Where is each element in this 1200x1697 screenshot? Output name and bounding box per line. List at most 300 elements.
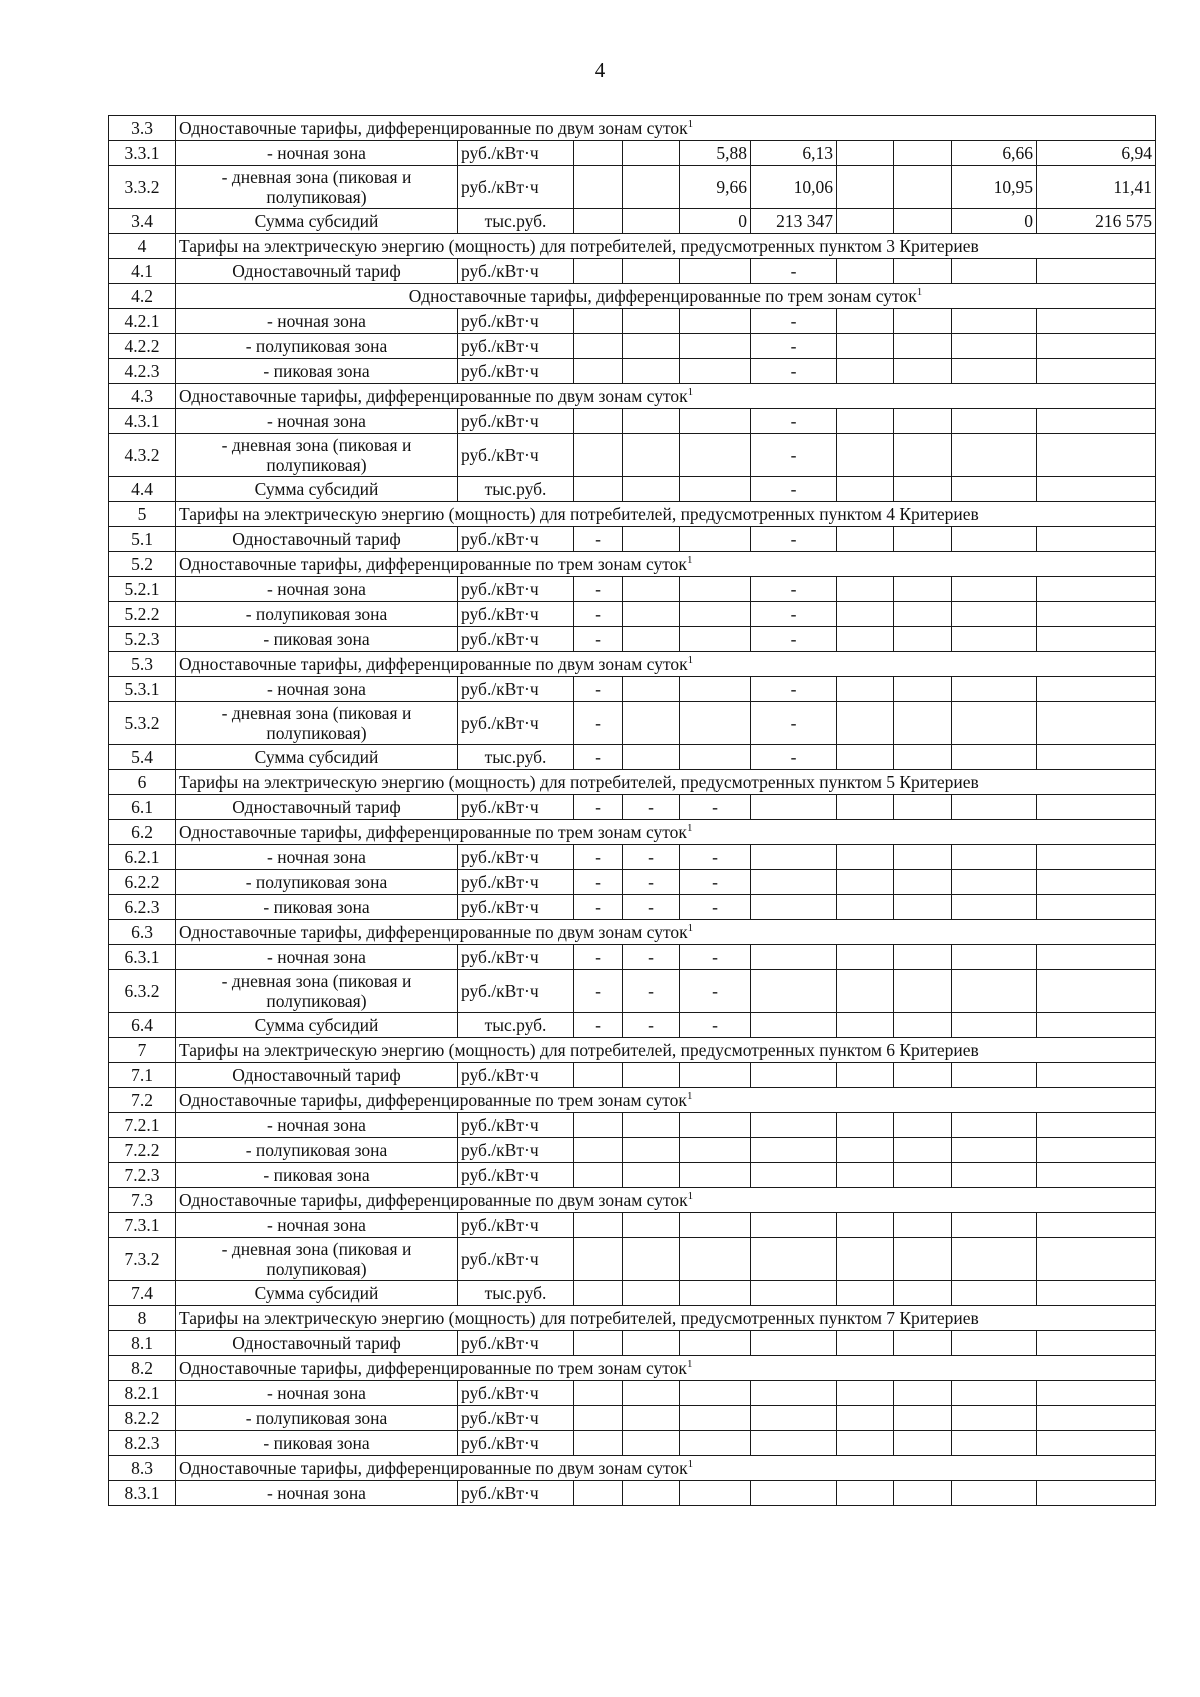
value-cell xyxy=(623,1213,680,1238)
row-unit: руб./кВт·ч xyxy=(458,870,574,895)
value-cell: - xyxy=(574,627,623,652)
section-title-text: Тарифы на электрическую энергию (мощность) для потребителей, предусмотренных пунктом 7 Критериев xyxy=(179,1307,979,1328)
value-cell xyxy=(1037,845,1156,870)
table-row xyxy=(109,359,1156,384)
value-cell xyxy=(837,895,894,920)
value-cell xyxy=(680,1138,751,1163)
row-name: - ночная зона xyxy=(176,577,458,602)
value-cell: - xyxy=(751,309,837,334)
value-cell xyxy=(680,1238,751,1281)
footnote-marker: 1 xyxy=(686,1089,693,1102)
row-unit: руб./кВт·ч xyxy=(458,945,574,970)
value-cell xyxy=(680,577,751,602)
value-cell xyxy=(894,141,952,166)
row-name: - ночная зона xyxy=(176,945,458,970)
value-cell xyxy=(894,970,952,1013)
table-row xyxy=(109,970,1156,1013)
row-number: 8 xyxy=(109,1306,176,1331)
value-cell xyxy=(837,166,894,209)
table-row xyxy=(109,1013,1156,1038)
row-unit: тыс.руб. xyxy=(458,477,574,502)
section-title xyxy=(176,1356,1156,1381)
value-cell xyxy=(952,1481,1037,1506)
row-number: 5.2 xyxy=(109,552,176,577)
section-row xyxy=(109,1356,1156,1381)
value-cell xyxy=(623,627,680,652)
table-row xyxy=(109,409,1156,434)
value-cell: - xyxy=(751,627,837,652)
value-cell xyxy=(894,1138,952,1163)
value-cell: 213 347 xyxy=(751,209,837,234)
section-row xyxy=(109,116,1156,141)
row-number: 8.2.1 xyxy=(109,1381,176,1406)
row-name: Сумма субсидий xyxy=(176,1013,458,1038)
value-cell xyxy=(680,1481,751,1506)
value-cell xyxy=(952,1163,1037,1188)
value-cell xyxy=(952,259,1037,284)
table-row xyxy=(109,895,1156,920)
value-cell xyxy=(623,1331,680,1356)
value-cell xyxy=(623,1481,680,1506)
value-cell: 0 xyxy=(680,209,751,234)
table-row xyxy=(109,1381,1156,1406)
row-number: 5.3.2 xyxy=(109,702,176,745)
value-cell xyxy=(837,845,894,870)
value-cell xyxy=(751,945,837,970)
value-cell xyxy=(751,1431,837,1456)
value-cell xyxy=(952,745,1037,770)
table-row xyxy=(109,577,1156,602)
value-cell xyxy=(1037,1063,1156,1088)
value-cell xyxy=(680,334,751,359)
row-number: 8.2.3 xyxy=(109,1431,176,1456)
value-cell: - xyxy=(680,945,751,970)
row-unit: тыс.руб. xyxy=(458,1013,574,1038)
row-unit: руб./кВт·ч xyxy=(458,359,574,384)
value-cell xyxy=(894,1013,952,1038)
value-cell xyxy=(894,359,952,384)
row-name: - ночная зона xyxy=(176,1381,458,1406)
value-cell xyxy=(837,334,894,359)
value-cell: - xyxy=(751,434,837,477)
section-title xyxy=(176,1306,1156,1331)
table-row xyxy=(109,1213,1156,1238)
value-cell xyxy=(623,1063,680,1088)
value-cell xyxy=(680,409,751,434)
row-number: 4.2.1 xyxy=(109,309,176,334)
value-cell xyxy=(751,1138,837,1163)
value-cell xyxy=(623,677,680,702)
value-cell: - xyxy=(680,970,751,1013)
value-cell xyxy=(894,1113,952,1138)
row-number: 6 xyxy=(109,770,176,795)
value-cell xyxy=(680,745,751,770)
table-row xyxy=(109,1431,1156,1456)
value-cell xyxy=(680,627,751,652)
value-cell xyxy=(952,1113,1037,1138)
value-cell xyxy=(894,1238,952,1281)
value-cell: - xyxy=(574,895,623,920)
row-name: Одноставочный тариф xyxy=(176,1063,458,1088)
row-unit: руб./кВт·ч xyxy=(458,409,574,434)
row-unit: руб./кВт·ч xyxy=(458,577,574,602)
value-cell xyxy=(952,1138,1037,1163)
section-row xyxy=(109,1188,1156,1213)
row-unit: руб./кВт·ч xyxy=(458,1163,574,1188)
row-number: 5.1 xyxy=(109,527,176,552)
value-cell xyxy=(751,1213,837,1238)
value-cell xyxy=(623,359,680,384)
value-cell: - xyxy=(751,745,837,770)
value-cell xyxy=(837,1013,894,1038)
value-cell xyxy=(680,309,751,334)
value-cell xyxy=(894,1406,952,1431)
value-cell xyxy=(894,527,952,552)
value-cell xyxy=(680,1213,751,1238)
section-title-text: Одноставочные тарифы, дифференцированные по двум зонам суток xyxy=(179,385,688,406)
section-title-text: Одноставочные тарифы, дифференцированные по двум зонам суток xyxy=(179,653,688,674)
value-cell xyxy=(751,970,837,1013)
row-number: 7.3 xyxy=(109,1188,176,1213)
table-row xyxy=(109,477,1156,502)
value-cell xyxy=(837,1163,894,1188)
row-number: 5.4 xyxy=(109,745,176,770)
value-cell xyxy=(574,1281,623,1306)
value-cell: - xyxy=(574,677,623,702)
value-cell xyxy=(837,527,894,552)
footnote-marker: 1 xyxy=(687,1189,694,1202)
value-cell xyxy=(1037,477,1156,502)
row-unit: руб./кВт·ч xyxy=(458,1213,574,1238)
row-unit: руб./кВт·ч xyxy=(458,334,574,359)
section-title-text: Одноставочные тарифы, дифференцированные по двум зонам суток xyxy=(179,1189,688,1210)
table-row xyxy=(109,259,1156,284)
value-cell xyxy=(680,259,751,284)
row-name: Сумма субсидий xyxy=(176,745,458,770)
footnote-marker: 1 xyxy=(687,117,694,130)
value-cell xyxy=(894,309,952,334)
row-unit: тыс.руб. xyxy=(458,745,574,770)
table-row xyxy=(109,166,1156,209)
value-cell xyxy=(751,1238,837,1281)
row-number: 3.3 xyxy=(109,116,176,141)
row-number: 4.3 xyxy=(109,384,176,409)
row-unit: руб./кВт·ч xyxy=(458,845,574,870)
value-cell xyxy=(894,1331,952,1356)
value-cell xyxy=(837,602,894,627)
section-title-text: Тарифы на электрическую энергию (мощность) для потребителей, предусмотренных пунктом 4 Критериев xyxy=(179,503,979,524)
section-title-text: Тарифы на электрическую энергию (мощность) для потребителей, предусмотренных пунктом 6 Критериев xyxy=(179,1039,979,1060)
value-cell xyxy=(952,334,1037,359)
value-cell: 6,94 xyxy=(1037,141,1156,166)
section-row xyxy=(109,920,1156,945)
value-cell xyxy=(1037,602,1156,627)
value-cell xyxy=(1037,309,1156,334)
value-cell xyxy=(894,795,952,820)
table-row xyxy=(109,702,1156,745)
row-number: 6.3.1 xyxy=(109,945,176,970)
value-cell xyxy=(952,970,1037,1013)
value-cell xyxy=(952,1238,1037,1281)
table-row xyxy=(109,1238,1156,1281)
table-row xyxy=(109,845,1156,870)
section-title xyxy=(176,552,1156,577)
table-row xyxy=(109,602,1156,627)
section-title-text: Одноставочные тарифы, дифференцированные по трем зонам суток xyxy=(179,553,687,574)
value-cell xyxy=(952,1013,1037,1038)
value-cell xyxy=(623,259,680,284)
value-cell xyxy=(837,1063,894,1088)
value-cell xyxy=(623,527,680,552)
row-number: 7.1 xyxy=(109,1063,176,1088)
value-cell xyxy=(894,945,952,970)
value-cell xyxy=(837,1406,894,1431)
section-title xyxy=(176,1088,1156,1113)
value-cell xyxy=(680,1406,751,1431)
row-number: 4.1 xyxy=(109,259,176,284)
value-cell xyxy=(1037,627,1156,652)
value-cell xyxy=(837,1381,894,1406)
value-cell xyxy=(623,434,680,477)
section-title-text: Тарифы на электрическую энергию (мощность) для потребителей, предусмотренных пунктом 3 Критериев xyxy=(179,235,979,256)
value-cell: - xyxy=(751,527,837,552)
section-title-text: Одноставочные тарифы, дифференцированные по трем зонам суток xyxy=(179,821,687,842)
row-number: 5.2.1 xyxy=(109,577,176,602)
row-name: Сумма субсидий xyxy=(176,477,458,502)
value-cell: - xyxy=(751,702,837,745)
row-unit: руб./кВт·ч xyxy=(458,259,574,284)
section-title xyxy=(176,1188,1156,1213)
value-cell xyxy=(894,895,952,920)
section-title xyxy=(176,502,1156,527)
value-cell xyxy=(574,409,623,434)
value-cell xyxy=(1037,1213,1156,1238)
section-title xyxy=(176,116,1156,141)
value-cell: - xyxy=(751,409,837,434)
row-name: - ночная зона xyxy=(176,1213,458,1238)
row-number: 5 xyxy=(109,502,176,527)
section-title xyxy=(176,770,1156,795)
value-cell xyxy=(894,602,952,627)
row-number: 5.3.1 xyxy=(109,677,176,702)
value-cell xyxy=(623,577,680,602)
table-row xyxy=(109,795,1156,820)
value-cell xyxy=(623,1138,680,1163)
row-unit: руб./кВт·ч xyxy=(458,1381,574,1406)
value-cell xyxy=(952,1213,1037,1238)
value-cell xyxy=(837,1238,894,1281)
value-cell xyxy=(574,166,623,209)
value-cell: - xyxy=(574,845,623,870)
row-name: - пиковая зона xyxy=(176,627,458,652)
row-name: - дневная зона (пиковая и полупиковая) xyxy=(176,434,458,477)
value-cell xyxy=(680,477,751,502)
table-row xyxy=(109,434,1156,477)
value-cell xyxy=(952,309,1037,334)
value-cell: - xyxy=(574,577,623,602)
value-cell xyxy=(894,477,952,502)
value-cell xyxy=(1037,409,1156,434)
value-cell xyxy=(837,627,894,652)
value-cell: - xyxy=(574,745,623,770)
value-cell xyxy=(894,870,952,895)
row-name: - ночная зона xyxy=(176,1481,458,1506)
value-cell: - xyxy=(751,577,837,602)
value-cell xyxy=(680,1331,751,1356)
footnote-marker: 1 xyxy=(687,385,694,398)
value-cell xyxy=(837,795,894,820)
section-row xyxy=(109,1088,1156,1113)
value-cell xyxy=(1037,970,1156,1013)
table-row xyxy=(109,209,1156,234)
row-unit: тыс.руб. xyxy=(458,1281,574,1306)
value-cell xyxy=(1037,1281,1156,1306)
row-name: - полупиковая зона xyxy=(176,602,458,627)
section-row xyxy=(109,502,1156,527)
value-cell xyxy=(1037,1163,1156,1188)
value-cell xyxy=(1037,359,1156,384)
value-cell: - xyxy=(574,527,623,552)
value-cell xyxy=(574,1431,623,1456)
row-number: 8.2.2 xyxy=(109,1406,176,1431)
value-cell xyxy=(1037,895,1156,920)
value-cell xyxy=(894,627,952,652)
table-row xyxy=(109,870,1156,895)
value-cell: - xyxy=(623,845,680,870)
value-cell: - xyxy=(623,795,680,820)
value-cell xyxy=(751,1481,837,1506)
value-cell: 6,13 xyxy=(751,141,837,166)
value-cell xyxy=(623,1238,680,1281)
value-cell xyxy=(894,845,952,870)
value-cell xyxy=(623,1431,680,1456)
row-name: - пиковая зона xyxy=(176,1163,458,1188)
value-cell xyxy=(837,359,894,384)
value-cell: - xyxy=(751,477,837,502)
value-cell xyxy=(1037,1431,1156,1456)
row-number: 8.2 xyxy=(109,1356,176,1381)
value-cell: 5,88 xyxy=(680,141,751,166)
tariff-table xyxy=(108,115,1156,1506)
value-cell xyxy=(680,527,751,552)
value-cell xyxy=(751,1163,837,1188)
value-cell xyxy=(1037,1406,1156,1431)
value-cell xyxy=(751,1063,837,1088)
value-cell xyxy=(837,870,894,895)
section-title-text: Одноставочные тарифы, дифференцированные по трем зонам суток xyxy=(179,1357,687,1378)
value-cell: 216 575 xyxy=(1037,209,1156,234)
value-cell: - xyxy=(623,895,680,920)
value-cell xyxy=(837,1138,894,1163)
value-cell xyxy=(837,477,894,502)
row-unit: руб./кВт·ч xyxy=(458,1481,574,1506)
value-cell xyxy=(680,1431,751,1456)
value-cell xyxy=(574,1331,623,1356)
value-cell xyxy=(1037,1013,1156,1038)
section-row xyxy=(109,1038,1156,1063)
value-cell xyxy=(680,434,751,477)
value-cell xyxy=(623,209,680,234)
row-name: Одноставочный тариф xyxy=(176,527,458,552)
row-number: 7.4 xyxy=(109,1281,176,1306)
value-cell xyxy=(952,795,1037,820)
value-cell: - xyxy=(574,970,623,1013)
row-number: 4.4 xyxy=(109,477,176,502)
row-number: 5.3 xyxy=(109,652,176,677)
value-cell xyxy=(1037,677,1156,702)
value-cell xyxy=(952,359,1037,384)
value-cell: 10,95 xyxy=(952,166,1037,209)
value-cell xyxy=(894,1063,952,1088)
value-cell xyxy=(952,677,1037,702)
value-cell xyxy=(952,945,1037,970)
value-cell xyxy=(751,895,837,920)
row-unit: руб./кВт·ч xyxy=(458,602,574,627)
table-row xyxy=(109,527,1156,552)
value-cell xyxy=(837,409,894,434)
value-cell: - xyxy=(751,359,837,384)
row-number: 4.3.2 xyxy=(109,434,176,477)
value-cell xyxy=(623,141,680,166)
row-unit: руб./кВт·ч xyxy=(458,795,574,820)
row-number: 3.4 xyxy=(109,209,176,234)
value-cell xyxy=(574,1213,623,1238)
value-cell xyxy=(574,477,623,502)
value-cell xyxy=(837,1481,894,1506)
value-cell xyxy=(574,359,623,384)
value-cell: - xyxy=(623,1013,680,1038)
value-cell xyxy=(1037,745,1156,770)
value-cell xyxy=(680,1381,751,1406)
section-row xyxy=(109,770,1156,795)
value-cell xyxy=(751,1281,837,1306)
value-cell xyxy=(837,970,894,1013)
table-row xyxy=(109,334,1156,359)
row-name: - дневная зона (пиковая и полупиковая) xyxy=(176,970,458,1013)
row-number: 6.3 xyxy=(109,920,176,945)
section-title-text: Одноставочные тарифы, дифференцированные по двум зонам суток xyxy=(179,117,688,138)
value-cell xyxy=(952,1381,1037,1406)
value-cell xyxy=(1037,945,1156,970)
row-unit: руб./кВт·ч xyxy=(458,1406,574,1431)
value-cell xyxy=(574,1238,623,1281)
value-cell xyxy=(623,1281,680,1306)
value-cell: - xyxy=(574,1013,623,1038)
value-cell xyxy=(952,895,1037,920)
value-cell xyxy=(894,1163,952,1188)
section-row xyxy=(109,1456,1156,1481)
value-cell xyxy=(574,1381,623,1406)
table-row xyxy=(109,1063,1156,1088)
value-cell: 6,66 xyxy=(952,141,1037,166)
section-title-text: Одноставочные тарифы, дифференцированные по трем зонам суток xyxy=(179,1089,687,1110)
value-cell: - xyxy=(680,795,751,820)
value-cell xyxy=(952,702,1037,745)
value-cell xyxy=(837,141,894,166)
value-cell xyxy=(623,745,680,770)
section-title xyxy=(176,384,1156,409)
value-cell xyxy=(952,434,1037,477)
value-cell: - xyxy=(574,602,623,627)
footnote-marker: 1 xyxy=(686,553,693,566)
value-cell xyxy=(680,1063,751,1088)
footnote-marker: 1 xyxy=(916,285,923,298)
row-number: 8.3 xyxy=(109,1456,176,1481)
value-cell xyxy=(623,409,680,434)
value-cell: - xyxy=(680,895,751,920)
row-name: - ночная зона xyxy=(176,677,458,702)
table-row xyxy=(109,1163,1156,1188)
